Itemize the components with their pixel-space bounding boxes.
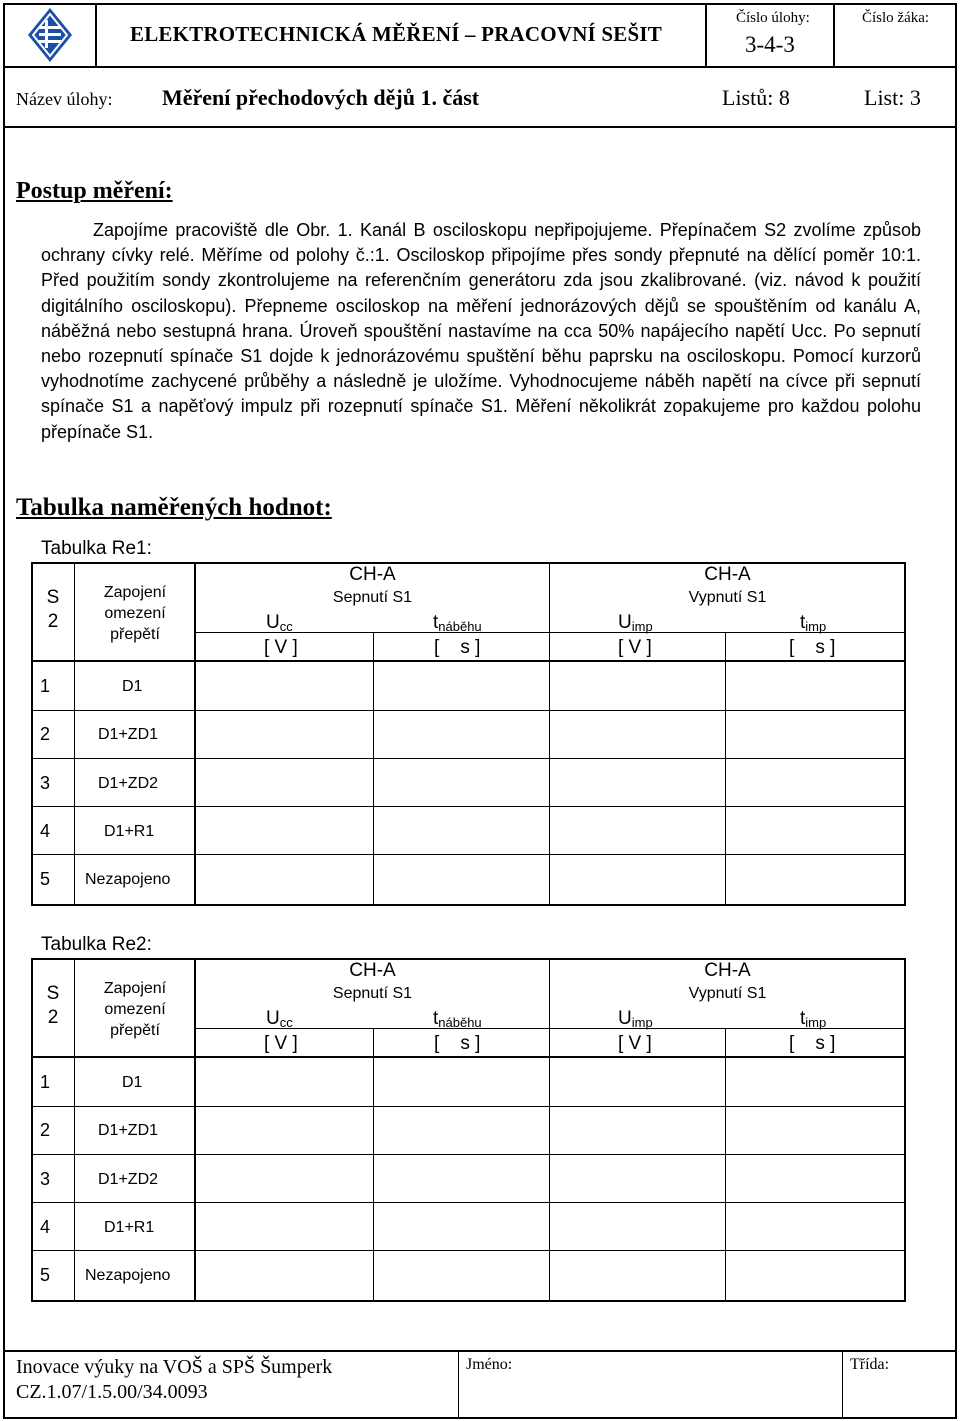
task-name: Měření přechodových dějů 1. část bbox=[162, 85, 480, 110]
unit-ucc: [ V ] bbox=[264, 637, 298, 658]
unit-timp: [ s ] bbox=[789, 1033, 836, 1054]
col-header-s2: S 2 bbox=[46, 587, 60, 632]
row-connection: Nezapojeno bbox=[85, 871, 171, 888]
col-header-uimp: $U_{imp}$ bbox=[618, 1008, 653, 1030]
row-number: 1 bbox=[40, 1072, 51, 1092]
row-connection: D1+R1 bbox=[104, 823, 155, 840]
group-header-channel: CH-A bbox=[349, 960, 396, 981]
row-connection: D1+R1 bbox=[104, 1219, 155, 1236]
task-number: 3-4-3 bbox=[745, 32, 795, 57]
row-number: 5 bbox=[40, 1265, 51, 1285]
unit-trise: [ s ] bbox=[434, 1033, 481, 1054]
procedure-text bbox=[41, 218, 921, 445]
unit-trise: [ s ] bbox=[434, 637, 481, 658]
col-header-timp: $t_{imp}$ bbox=[800, 612, 827, 634]
task-name-label: Název úlohy: bbox=[16, 89, 113, 109]
group-header-on: Sepnutí S1 bbox=[332, 589, 413, 606]
footer-project-code: CZ.1.07/1.5.00/34.0093 bbox=[16, 1381, 208, 1403]
group-header-channel: CH-A bbox=[704, 564, 751, 585]
col-header-connection: Zapojení omezení přepětí bbox=[103, 584, 167, 643]
col-header-s2: S 2 bbox=[46, 983, 60, 1028]
col-header-trise: $t_{náběhu}$ bbox=[433, 612, 482, 634]
row-connection: D1+ZD1 bbox=[98, 1122, 159, 1139]
table-caption: Tabulka Re2: bbox=[41, 934, 152, 955]
group-header-on: Sepnutí S1 bbox=[332, 985, 413, 1002]
group-header-channel: CH-A bbox=[349, 564, 396, 585]
row-number: 5 bbox=[40, 869, 51, 889]
row-number: 4 bbox=[40, 821, 51, 841]
col-header-connection: Zapojení omezení přepětí bbox=[103, 980, 167, 1039]
unit-uimp: [ V ] bbox=[618, 1033, 652, 1054]
col-header-ucc: $U_{cc}$ bbox=[266, 1008, 293, 1030]
sheet-current: List: 3 bbox=[864, 85, 921, 110]
col-header-uimp: $U_{imp}$ bbox=[618, 612, 653, 634]
row-connection: D1+ZD1 bbox=[98, 726, 159, 743]
group-header-off: Vypnutí S1 bbox=[688, 589, 767, 606]
row-number: 3 bbox=[40, 773, 51, 793]
task-number-label: Číslo úlohy: bbox=[736, 10, 810, 26]
col-header-timp: $t_{imp}$ bbox=[800, 1008, 827, 1030]
row-connection: Nezapojeno bbox=[85, 1267, 171, 1284]
unit-timp: [ s ] bbox=[789, 637, 836, 658]
footer-class-label: Třída: bbox=[850, 1356, 890, 1373]
row-connection: D1+ZD2 bbox=[98, 775, 159, 792]
unit-uimp: [ V ] bbox=[618, 637, 652, 658]
table-caption: Tabulka Re1: bbox=[41, 538, 152, 559]
col-header-trise: $t_{náběhu}$ bbox=[433, 1008, 482, 1030]
row-number: 2 bbox=[40, 1120, 51, 1140]
workbook-title: ELEKTROTECHNICKÁ MĚŘENÍ – PRACOVNÍ SEŠIT bbox=[130, 22, 662, 46]
col-header-ucc: $U_{cc}$ bbox=[266, 612, 293, 634]
row-connection: D1+ZD2 bbox=[98, 1171, 159, 1188]
footer-school: Inovace výuky na VOŠ a SPŠ Šumperk bbox=[16, 1356, 333, 1378]
procedure-paragraph: Zapojíme pracoviště dle Obr. 1. Kanál B osciloskopu nepřipojujeme. Přepínačem S2 zvolíme způsob ochrany cívky relé. Měříme od polohy č.:1. Osciloskop připojíme přes sondy přepnuté na dělící poměr 10:1. Před použitím sondy zkontrolujeme na referenčním generátoru zda jsou zkalibrované. (viz. návod k použití digitálního osciloskopu). Přepneme osciloskop na měření jednorázových dějů se spouštěním od kanálu A, náběžná nebo sestupná hrana. Úroveň spouštění nastavíme na cca 50% napájecího napětí Ucc. Po sepnutí nebo rozepnutí spínače S1 dojde k jednorázovému spuštění běhu paprsku na osciloskopu. Pomocí kurzorů vyhodnotíme zachycené průběhy a následně je uložíme. Vyhodnocujeme náběh napětí na cívce při sepnutí spínače S1 a napěťový impulz při rozepnutí spínače S1. Měření několikrát zopakujeme pro každou polohu přepínače S1. bbox=[41, 220, 921, 442]
row-number: 2 bbox=[40, 724, 51, 744]
row-connection: D1 bbox=[122, 1074, 143, 1091]
sheets-total: Listů: 8 bbox=[722, 85, 790, 110]
group-header-channel: CH-A bbox=[704, 960, 751, 981]
footer-name-label: Jméno: bbox=[466, 1356, 513, 1373]
student-number-label: Číslo žáka: bbox=[862, 10, 930, 26]
row-number: 1 bbox=[40, 676, 51, 696]
group-header-off: Vypnutí S1 bbox=[688, 985, 767, 1002]
measurements-heading: Tabulka naměřených hodnot: bbox=[16, 494, 332, 521]
procedure-heading: Postup měření: bbox=[16, 178, 173, 204]
row-number: 3 bbox=[40, 1169, 51, 1189]
school-logo bbox=[25, 6, 75, 64]
row-connection: D1 bbox=[122, 678, 143, 695]
row-number: 4 bbox=[40, 1217, 51, 1237]
unit-ucc: [ V ] bbox=[264, 1033, 298, 1054]
